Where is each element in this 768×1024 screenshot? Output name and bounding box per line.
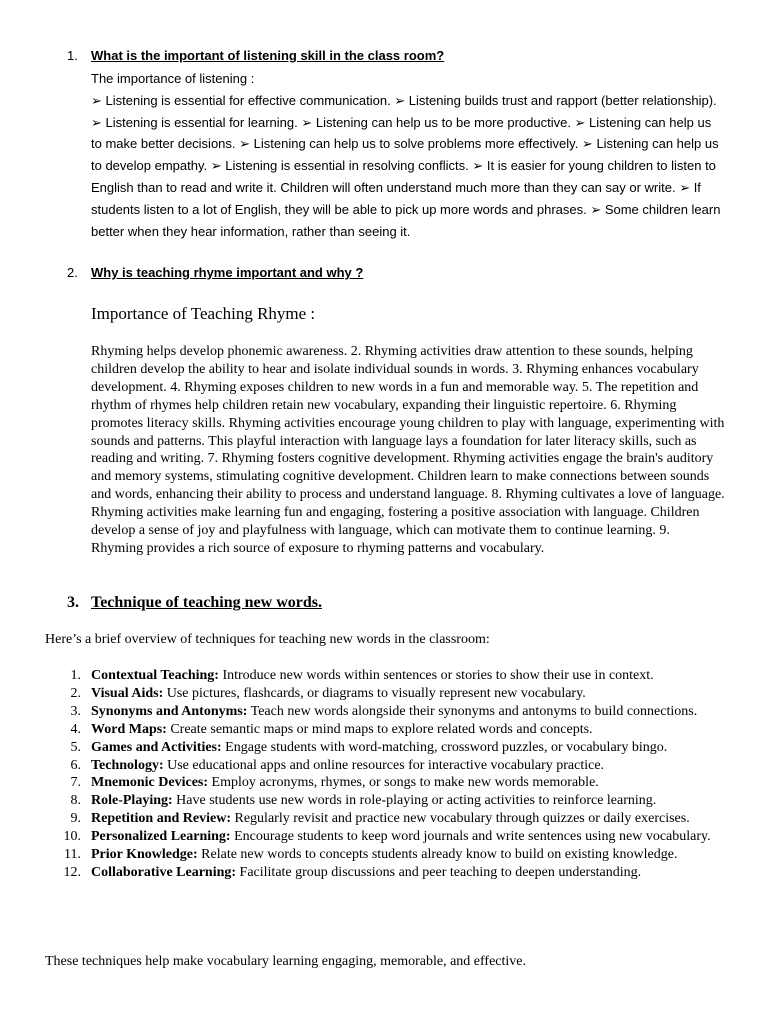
list-item — [45, 685, 735, 703]
item-term: Contextual Teaching: — [91, 668, 219, 683]
list-item — [45, 810, 735, 828]
item-term: Games and Activities: — [91, 739, 222, 755]
item-desc: Engage students with word-matching, crossword puzzles, or vocabulary bingo. — [221, 739, 668, 755]
list-item — [45, 667, 735, 685]
item-number: 4. — [70, 721, 81, 737]
item-term: Prior Knowledge: — [91, 847, 198, 863]
item-desc: Use educational apps and online resources for interactive vocabulary practice. — [163, 757, 605, 773]
item-desc: Relate new words to concepts students already know to build on existing knowledge. — [197, 847, 678, 863]
q2-number: 2. — [67, 265, 78, 280]
q2-heading: Why is teaching rhyme important and why ? — [91, 265, 364, 280]
item-desc: Create semantic maps or mind maps to explore related words and concepts. — [166, 721, 593, 737]
item-number: 2. — [70, 685, 81, 701]
techniques-outro: These techniques help make vocabulary learning engaging, memorable, and effective. — [45, 954, 526, 969]
list-item — [45, 703, 735, 721]
item-number: 1. — [70, 668, 81, 683]
q1-number: 1. — [67, 48, 78, 63]
item-term: Role-Playing: — [91, 793, 173, 809]
item-term: Mnemonic Devices: — [91, 775, 209, 791]
rhyme-subtitle: Importance of Teaching Rhyme : — [91, 304, 316, 323]
item-desc: Introduce new words within sentences or stories to show their use in context. — [218, 668, 654, 683]
rhyme-body: Rhyming helps develop phonemic awareness. 2. Rhyming activities draw attention to these sounds, helping children develop the ability to hear and isolate individual sounds in words. 3. Rhyming enhances vocabulary development. 4. Rhyming exposes children to new words in a fun and memorable way. 5. The repetition and rhythm of rhymes help children retain new vocabulary, expanding their linguistic repertoire. 6. Rhyming promotes literacy skills. Rhyming activities encourage young children to play with language, experimenting with sounds and patterns. This playful interaction with language lays a foundation for later literacy skills, such as reading and writing. 7. Rhyming fosters cognitive development. Rhyming activities engage the brain's auditory and memory systems, stimulating cognitive development. Children learn to make connections between sounds and words, enhancing their ability to process and understand language. 8. Rhyming cultivates a love of language. Rhyming activities make learning fun and engaging, fostering a positive association with language. Children develop a sense of joy and playfulness with language, which can motivate them to continue learning. 9. Rhyming provides a rich source of exposure to rhyming patterns and vocabulary. — [91, 344, 725, 556]
item-number: 5. — [70, 739, 81, 755]
techniques-intro: Here’s a brief overview of techniques for teaching new words in the classroom: — [45, 632, 490, 647]
listening-body: ➢ Listening is essential for effective communication. ➢ Listening builds trust and rapport (better relationship). ➢ Listening is essential for learning. ➢ Listening can help us to be more productive. ➢ Listening can help us to make better decisions. ➢ Listening can help us to solve problems more effectively. ➢ Listening can help us to develop empathy. ➢ Listening is essential in resolving conflicts. ➢ It is easier for young children to listen to English than to read and write it. Children will often understand much more than they can say or write. ➢ If students listen to a lot of English, they will be able to pick up more words and phrases. ➢ Some children learn better when they hear information, rather than seeing it. — [91, 92, 721, 239]
q3-number: 3. — [67, 594, 79, 611]
item-number: 10. — [63, 829, 81, 845]
listening-section — [91, 68, 721, 242]
item-desc: Regularly revisit and practice new vocabulary through quizzes or daily exercises. — [231, 811, 690, 827]
item-desc: Employ acronyms, rhymes, or songs to make new words memorable. — [208, 775, 599, 791]
item-desc: Have students use new words in role-playing or acting activities to reinforce learning. — [172, 793, 657, 809]
list-item — [45, 721, 735, 739]
item-desc: Teach new words alongside their synonyms and antonyms to build connections. — [247, 703, 698, 719]
item-number: 8. — [70, 793, 81, 809]
item-term: Personalized Learning: — [91, 829, 231, 845]
item-term: Word Maps: — [91, 721, 167, 737]
item-number: 9. — [70, 811, 81, 827]
list-item — [45, 864, 735, 882]
item-number: 7. — [70, 775, 81, 791]
list-item — [45, 739, 735, 757]
item-term: Visual Aids: — [91, 685, 164, 701]
list-item — [45, 792, 735, 810]
item-desc: Encourage students to keep word journals and write sentences using new vocabulary. — [230, 829, 711, 845]
list-item — [45, 846, 735, 864]
q3-heading: Technique of teaching new words. — [91, 594, 322, 611]
listening-intro: The importance of listening : — [91, 71, 255, 86]
list-item — [45, 757, 735, 775]
techniques-list — [45, 667, 735, 882]
item-number: 11. — [64, 847, 81, 863]
list-item — [45, 774, 735, 792]
item-desc: Facilitate group discussions and peer teaching to deepen understanding. — [236, 864, 642, 880]
item-number: 6. — [70, 757, 81, 773]
item-number: 3. — [70, 703, 81, 719]
item-term: Technology: — [91, 757, 164, 773]
q1-heading: What is the important of listening skill in the class room? — [91, 48, 445, 63]
item-number: 12. — [63, 864, 81, 880]
item-desc: Use pictures, flashcards, or diagrams to visually represent new vocabulary. — [163, 685, 586, 701]
item-term: Repetition and Review: — [91, 811, 231, 827]
item-term: Collaborative Learning: — [91, 864, 237, 880]
item-term: Synonyms and Antonyms: — [91, 703, 248, 719]
list-item — [45, 828, 735, 846]
